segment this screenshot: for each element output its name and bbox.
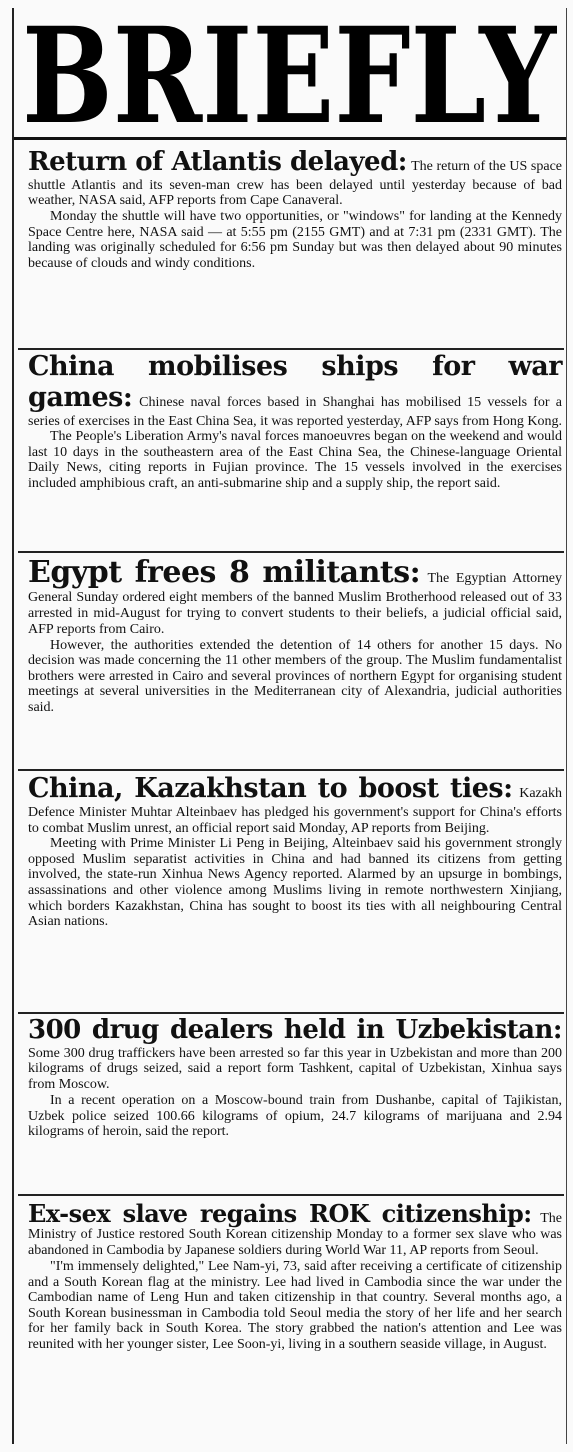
masthead (14, 8, 566, 140)
story-lead: Some 300 drug traffickers have been arrested so far this year in Uzbekistan and more than 200 kilograms of drugs seized, said a report form Tashkent, capital of Uzbekistan, Xinhua says from Moscow. (28, 1045, 562, 1093)
newspaper-column (12, 8, 567, 1444)
story-lead: Chinese naval forces based in Shanghai has mobilised 15 vessels for a series of exercises in the East China Sea, it was reported yesterday, AFP says from Hong Kong. (28, 394, 562, 429)
story-lead: The Ministry of Justice restored South Korean citizenship Monday to a former sex slave who was abandoned in Cambodia by Japanese soldiers during World War 11, AP reports from Seoul. (28, 1211, 562, 1259)
story-headline: Ex-sex slave regains ROK citizenship: (28, 1200, 532, 1228)
story-paragraph: In a recent operation on a Moscow-bound train from Dushanbe, capital of Tajikistan, Uzbek police seized 100.66 kilograms of opium, 24.7 kilograms of marijuana and 2.94 kilograms of heroin, said the report. (28, 1093, 562, 1140)
story-divider (18, 1194, 564, 1196)
story-divider (18, 551, 564, 553)
story-headline: China mobilises ships for war games: (28, 352, 562, 413)
story-rok-citizenship (14, 1200, 566, 1440)
masthead-title (22, 14, 560, 136)
masthead-title-text: BRIEFLY (22, 14, 558, 136)
story-headline: China, Kazakhstan to boost ties: (28, 774, 513, 804)
story-paragraph: "I'm immensely delighted," Lee Nam-yi, 73, said after receiving a certificate of citizenship and a South Korean flag at the ministry. Lee had lived in Cambodia since the war under the Cambodian name of Leng Hun and taken citizenship in that country. Several months ago, a South Korean businessman in Cambodia told Seoul media the story of her life and her search for her family back in South Korea. The story grabbed the nation's attention and Lee was reunited with her younger sister, Lee Soon-yi, living in a southern seaside village, in August. (28, 1258, 562, 1352)
story-uzbekistan (14, 1016, 566, 1196)
story-divider (18, 769, 564, 771)
story-lead: The return of the US space shuttle Atlantis and its seven-man crew has been delayed until yesterday because of bad weather, NASA said, AFP reports from Cape Canaveral. (28, 159, 562, 209)
story-paragraph: Meeting with Prime Minister Li Peng in Beijing, Alteinbaev said his government strongly opposed Muslim separatist activities in China and had banned its citizens from getting involved, the state-run Xinhua News Agency reported. Alarmed by an upsurge in bombings, assassinations and other violence among Muslims living in remote northwestern Xinjiang, which borders Kazakhstan, China has sought to boost its ties with all neighbouring Central Asian nations. (28, 836, 562, 930)
story-atlantis (14, 148, 566, 346)
story-paragraph: The People's Liberation Army's naval forces manoeuvres began on the weekend and would last 10 days in the southeastern area of the East China Sea, the Chinese-language Oriental Daily News, citing reports in Fujian province. The 15 vessels involved in the exercises included amphibious craft, an anti-submarine ship and a supply ship, the report said. (28, 429, 562, 491)
story-headline: 300 drug dealers held in Uzbekistan: (28, 1016, 562, 1045)
story-headline: Egypt frees 8 militants: (28, 556, 421, 590)
story-paragraph: Monday the shuttle will have two opportunities, or "windows" for landing at the Kennedy Space Centre here, NASA said — at 5:55 pm (2155 GMT) and at 7:31 pm (2331 GMT). The landing was originally scheduled for 6:56 pm Sunday but was then delayed about 90 minutes because of clouds and windy conditions. (28, 209, 562, 271)
story-lead: The Egyptian Attorney General Sunday ordered eight members of the banned Muslim Brotherhood released out of 33 arrested in mid-August for trying to convert students to their beliefs, a judicial official said, AFP reports from Cairo. (28, 571, 562, 637)
story-headline: Return of Atlantis delayed: (28, 148, 407, 177)
story-lead: Kazakh Defence Minister Muhtar Alteinbaev has pledged his government's support for China's efforts to combat Muslim unrest, an official report said Monday, AP reports from Beijing. (28, 786, 562, 836)
story-china-ships (14, 352, 566, 550)
story-paragraph: However, the authorities extended the detention of 14 others for another 15 days. No decision was made concerning the 11 other members of the group. The Muslim fundamentalist brothers were arrested in Cairo and several provinces of northern Egypt for organising student meetings at several universities in the Mediterranean city of Alexandria, judicial authorities said. (28, 637, 562, 715)
story-divider (18, 1012, 564, 1014)
story-kazakhstan (14, 774, 566, 1016)
story-egypt (14, 556, 566, 768)
story-divider (18, 348, 564, 350)
